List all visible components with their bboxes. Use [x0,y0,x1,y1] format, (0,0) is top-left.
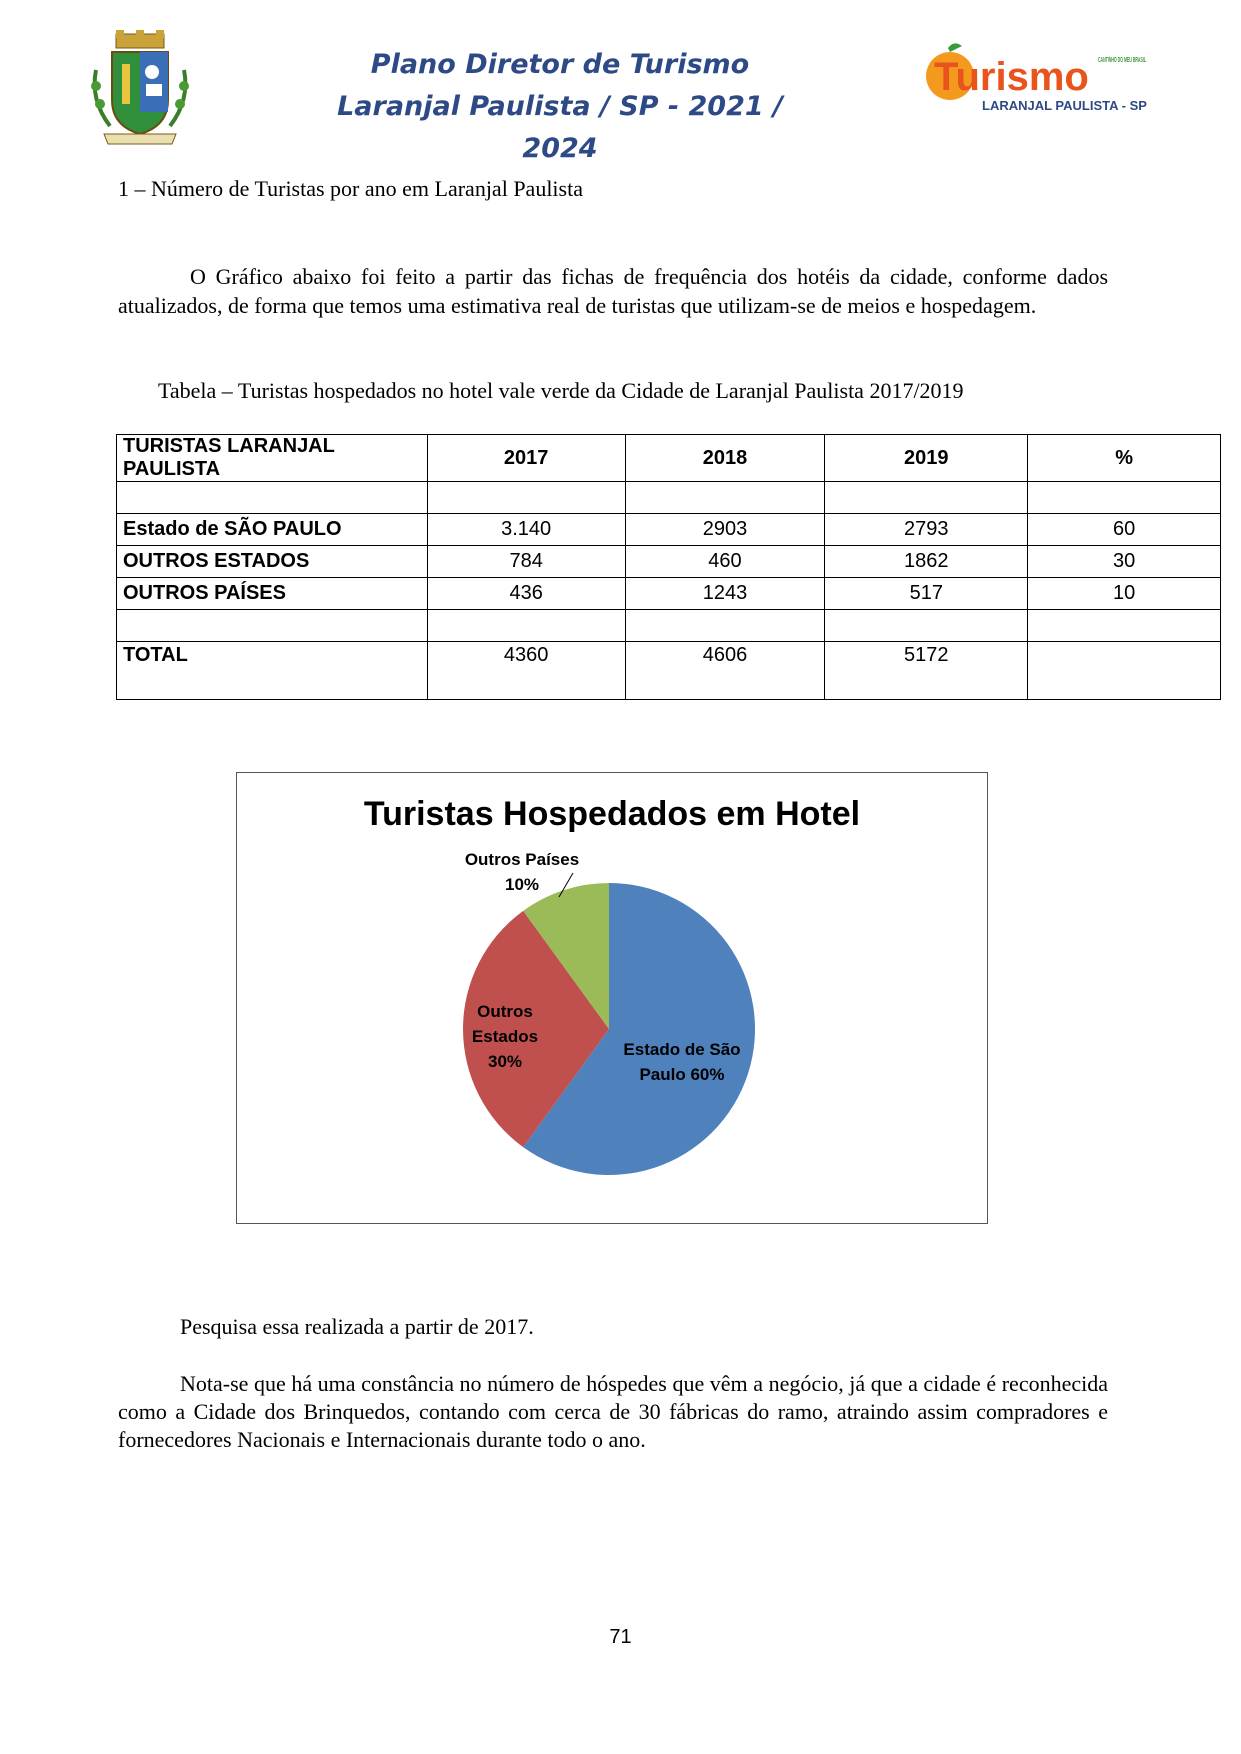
table-cell [427,482,625,514]
section-heading: 1 – Número de Turistas por ano em Laranjal Paulista [118,176,583,201]
table-cell: 60 [1028,514,1221,546]
table-row [117,546,1221,578]
table-cell [625,482,825,514]
table-cell: 4360 [427,642,625,700]
table-cell: 460 [625,546,825,578]
table-cell: 1862 [825,546,1028,578]
table-cell: 4606 [625,642,825,700]
pie-data-label: Outros Países 10% [464,850,580,894]
table-cell: 3.140 [427,514,625,546]
table-row [117,514,1221,546]
table-header-cell: 2017 [427,435,625,482]
table-cell: OUTROS ESTADOS [117,546,428,578]
table-cell [825,482,1028,514]
table-cell [117,610,428,642]
table-cell: 10 [1028,578,1221,610]
table-header-cell: 2019 [825,435,1028,482]
table-cell: 30 [1028,546,1221,578]
table-cell [427,610,625,642]
table-cell: 2793 [825,514,1028,546]
pie-data-label: Outros Estados 30% [471,1002,539,1071]
table-cell [117,482,428,514]
paragraph-research-note: Pesquisa essa realizada a partir de 2017. [180,1314,534,1339]
chart-title: Turistas Hospedados em Hotel [363,795,861,833]
turismo-logo [920,40,1150,120]
pie-chart-svg [237,773,987,1223]
tourists-table [116,434,1221,700]
logo-tagline: CANTINHO DO MEU BRASIL [1098,57,1147,64]
document-header-title [300,44,820,170]
table-cell: OUTROS PAÍSES [117,578,428,610]
table-header-cell: TURISTAS LARANJAL PAULISTA [117,435,428,482]
table-cell [1028,610,1221,642]
table-cell: TOTAL [117,642,428,700]
header-title-line-1: Plano Diretor de Turismo [370,49,750,80]
intro-paragraph-text: O Gráfico abaixo foi feito a partir das fichas de frequência dos hotéis da cidade, conforme dados atualizados, de forma que temos uma estimativa real de turistas que utilizam-se de meios e hospedagem. [118,264,1108,318]
logo-city: LARANJAL PAULISTA - SP [982,98,1147,113]
table-row [117,578,1221,610]
header-title-line-2: Laranjal Paulista / SP - 2021 / 2024 [337,91,783,164]
table-cell: 2903 [625,514,825,546]
intro-paragraph [118,262,1108,320]
table-row [117,482,1221,514]
table-header-cell: % [1028,435,1221,482]
table-cell [1028,482,1221,514]
page-number: 71 [609,1626,632,1648]
table-cell [825,610,1028,642]
table-header-row [117,435,1221,482]
table-cell: 517 [825,578,1028,610]
table-cell: 1243 [625,578,825,610]
table-cell: 784 [427,546,625,578]
table-header-cell: 2018 [625,435,825,482]
table-cell: 5172 [825,642,1028,700]
table-row [117,610,1221,642]
table-cell: 436 [427,578,625,610]
table-cell [1028,642,1221,700]
paragraph-business-note: Nota-se que há uma constância no número de hóspedes que vêm a negócio, já que a cidade é reconhecida como a Cidade dos Brinquedos, contando com cerca de 30 fábricas do ramo, atraindo assim compradores e fornecedores Nacionais e Internacionais durante todo o ano. [118,1371,1108,1452]
table-cell [625,610,825,642]
municipal-coat-of-arms-icon [86,30,194,148]
logo-word: Turismo [934,55,1089,99]
table-total-row [117,642,1221,700]
table-caption: Tabela – Turistas hospedados no hotel vale verde da Cidade de Laranjal Paulista 2017/2019 [158,378,964,403]
table-cell: Estado de SÃO PAULO [117,514,428,546]
pie-chart [236,772,988,1224]
pie-data-label: Estado de São Paulo 60% [623,1040,741,1084]
